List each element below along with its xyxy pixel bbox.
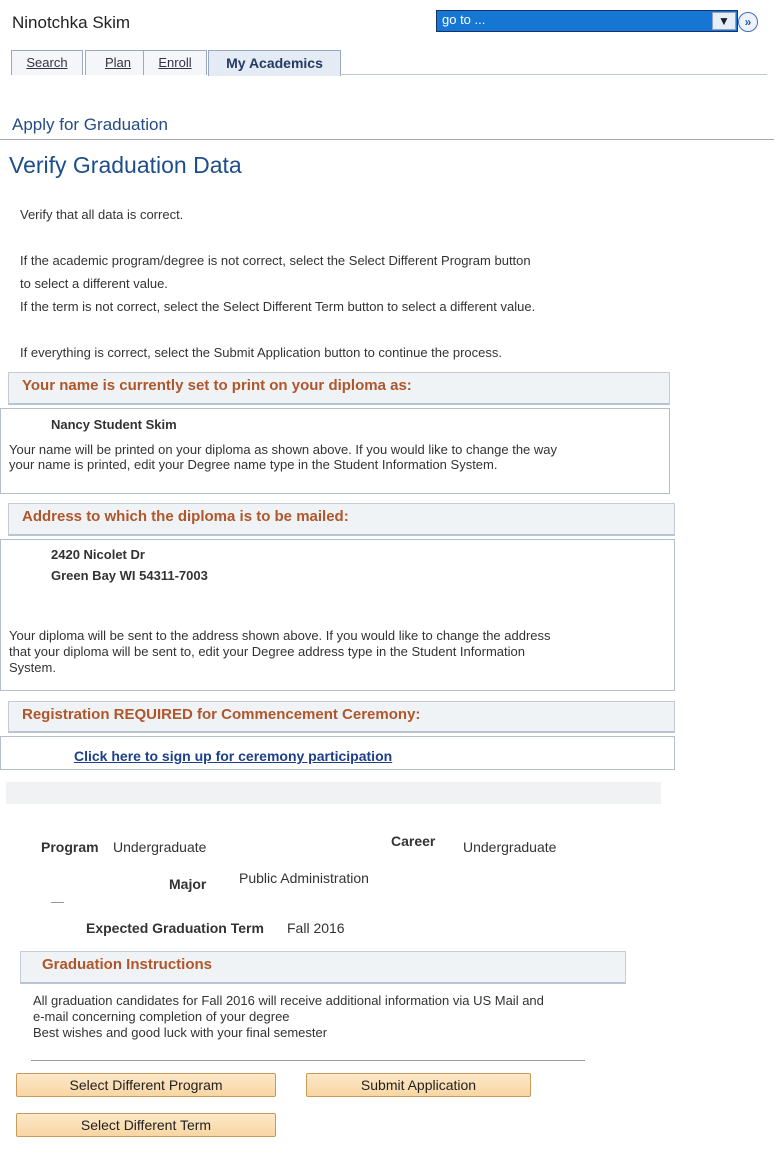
tab-search[interactable]	[11, 50, 83, 75]
tab-search-label: Search	[26, 55, 68, 70]
section-heading: Registration REQUIRED for Commencement Ceremony:	[22, 706, 421, 723]
diploma-address-header	[8, 503, 675, 536]
program-label: Program	[41, 839, 99, 855]
diploma-name-note: your name is printed, edit your Degree name type in the Student Information System.	[9, 457, 498, 472]
diploma-address-box	[0, 539, 675, 691]
go-button-icon[interactable]: »	[738, 12, 758, 32]
grad-instructions-text: All graduation candidates for Fall 2016 will receive additional information via US Mail and	[33, 993, 544, 1008]
diploma-name-box	[0, 408, 670, 494]
tab-plan-label: Plan	[104, 55, 132, 70]
grad-instructions-header	[20, 951, 626, 984]
divider	[31, 1060, 585, 1061]
ceremony-header	[8, 701, 675, 733]
divider	[0, 139, 774, 140]
tab-divider	[340, 74, 767, 75]
goto-dropdown-value: go to ...	[442, 12, 486, 27]
career-label: Career	[391, 833, 436, 849]
term-label: Expected Graduation Term	[86, 920, 264, 936]
diploma-name-header	[8, 372, 670, 405]
instruction-text: If everything is correct, select the Submit Application button to continue the process.	[20, 345, 502, 360]
tab-my-academics-label: My Academics	[226, 55, 323, 71]
section-heading: Your name is currently set to print on your diploma as:	[22, 377, 412, 394]
instruction-text: Verify that all data is correct.	[20, 207, 184, 222]
instruction-text: If the academic program/degree is not correct, select the Select Different Program button	[20, 253, 531, 268]
submit-application-button[interactable]: Submit Application	[306, 1073, 531, 1097]
select-different-term-button[interactable]: Select Different Term	[16, 1113, 276, 1137]
major-label: Major	[169, 876, 207, 892]
program-value: Undergraduate	[113, 839, 207, 855]
grad-instructions-text: Best wishes and good luck with your final semester	[33, 1025, 328, 1040]
select-different-program-button[interactable]: Select Different Program	[16, 1073, 276, 1097]
major-value: Public Administration	[239, 870, 369, 886]
tab-enroll-label: Enroll	[158, 55, 192, 70]
section-heading: Graduation Instructions	[42, 956, 213, 973]
address-line: 2420 Nicolet Dr	[51, 547, 145, 562]
breadcrumb: Apply for Graduation	[12, 115, 168, 134]
tab-plan[interactable]	[85, 50, 151, 75]
instruction-text: If the term is not correct, select the Select Different Term button to select a different value.	[20, 299, 536, 314]
ceremony-box	[0, 736, 675, 770]
section-heading: Address to which the diploma is to be mailed:	[22, 508, 349, 525]
address-line: Green Bay WI 54311-7003	[51, 568, 208, 583]
term-value: Fall 2016	[287, 920, 345, 936]
separator-dash: —	[51, 894, 64, 909]
tab-my-academics[interactable]	[208, 50, 341, 76]
career-value: Undergraduate	[463, 839, 557, 855]
instruction-text: to select a different value.	[20, 276, 168, 291]
ceremony-signup-link[interactable]: Click here to sign up for ceremony participation	[74, 748, 393, 764]
user-name: Ninotchka Skim	[12, 13, 131, 32]
spacer-bar	[6, 782, 661, 804]
diploma-address-note: that your diploma will be sent to, edit your Degree address type in the Student Information	[9, 644, 525, 659]
diploma-name: Nancy Student Skim	[51, 417, 177, 432]
tab-enroll[interactable]	[143, 50, 207, 75]
diploma-name-note: Your name will be printed on your diploma as shown above. If you would like to change the way	[9, 442, 558, 457]
page-title: Verify Graduation Data	[9, 152, 242, 178]
diploma-address-note: System.	[9, 660, 56, 675]
chevron-down-icon[interactable]: ▼	[712, 12, 736, 30]
grad-instructions-text: e-mail concerning completion of your degree	[33, 1009, 290, 1024]
diploma-address-note: Your diploma will be sent to the address shown above. If you would like to change the address	[9, 628, 551, 643]
goto-dropdown[interactable]	[436, 10, 738, 32]
